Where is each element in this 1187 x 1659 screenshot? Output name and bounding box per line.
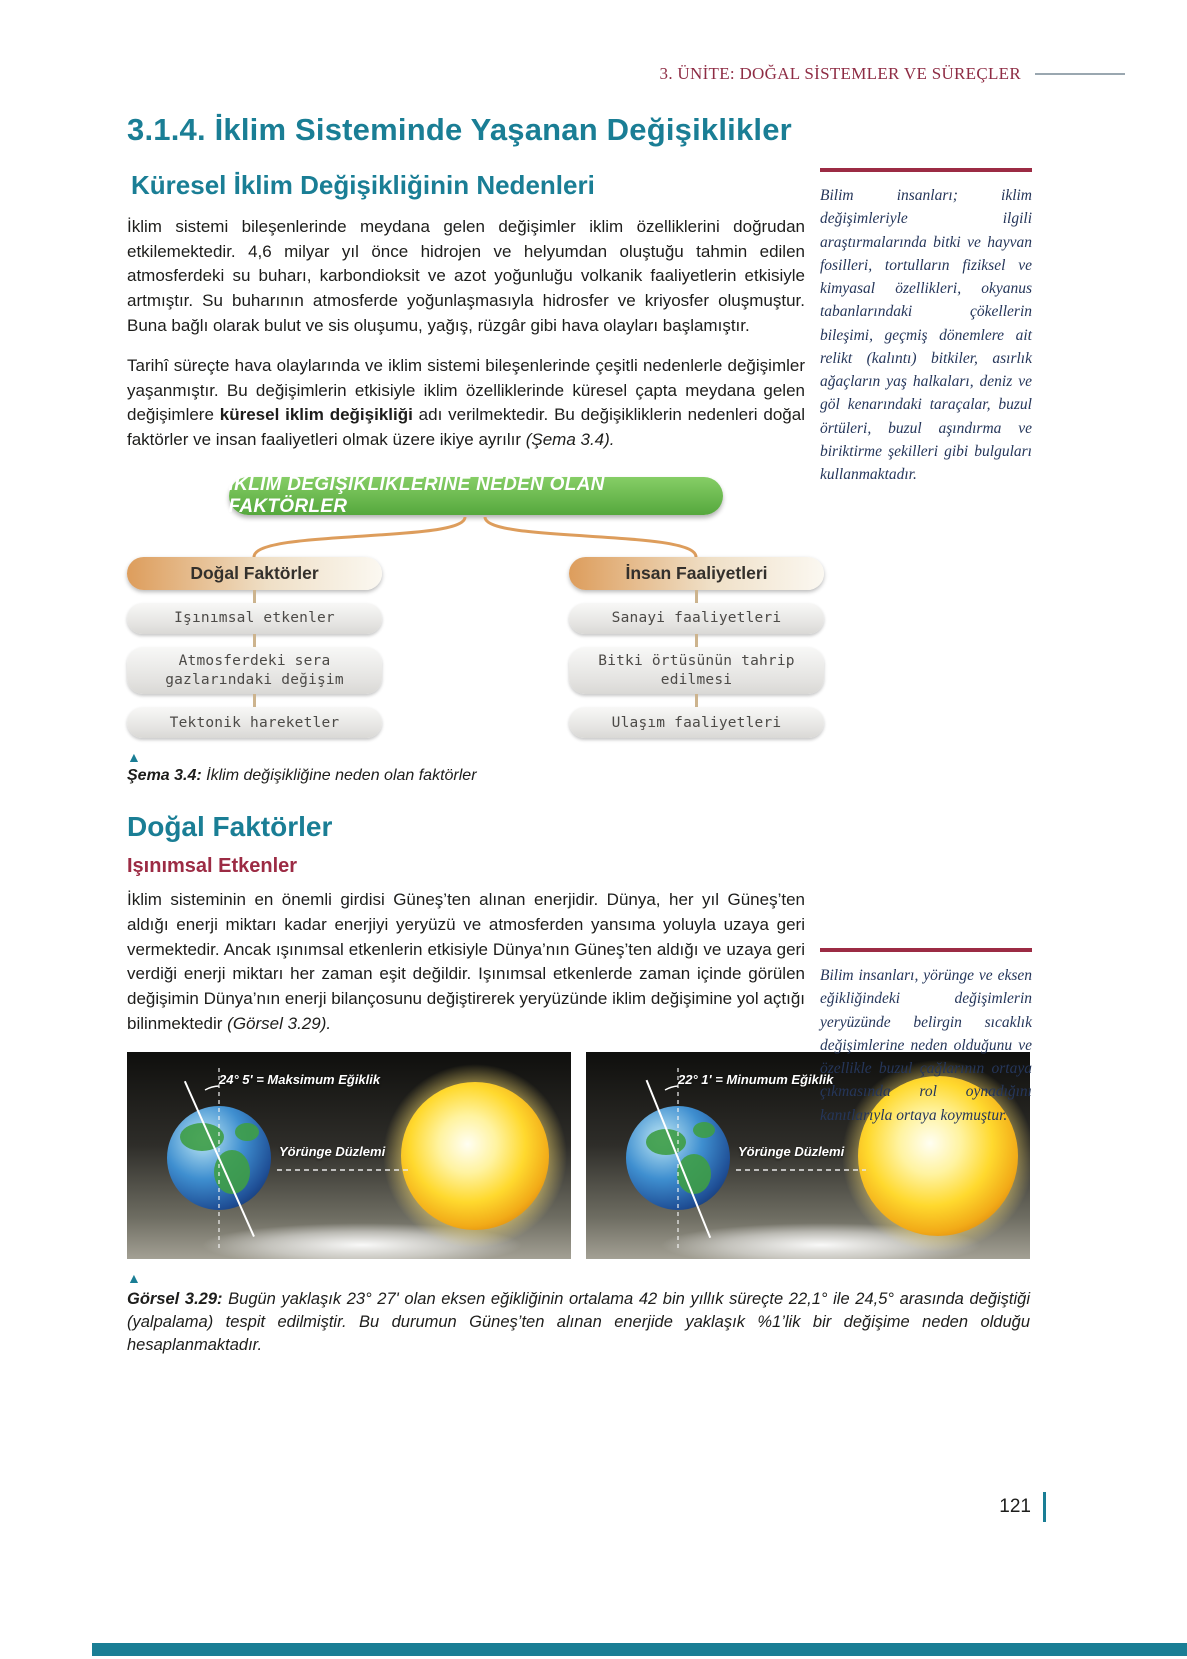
margin-note-orbital-changes: Bilim insanları, yörünge ve eksen eğikliğindeki değişimlerin yeryüzünde belirgin sıcaklık değişimlerine neden olduğunu ve özellikle buzul çağlarının ortaya çıkmasında rol oynadığını kanıtlarıyla ortaya koymuştur.: [820, 948, 1032, 1127]
natural-factors-column: [127, 557, 382, 739]
diagram-title-banner: İKLİM DEĞİŞİKLİKLERİNE NEDEN OLAN FAKTÖRLER: [229, 477, 723, 515]
diagram-columns: [127, 557, 824, 739]
bold-term: küresel iklim değişikliği: [219, 405, 413, 425]
bottom-accent-bar: [92, 1643, 1187, 1656]
natural-factors-header: Doğal Faktörler: [127, 557, 382, 590]
section1-paragraph-2: [127, 354, 805, 453]
section2-heading: Doğal Faktörler: [127, 811, 333, 843]
human-activities-column: [569, 557, 824, 739]
figure-reference: (Görsel 3.29).: [227, 1013, 332, 1033]
human-activities-header: İnsan Faaliyetleri: [569, 557, 824, 590]
page-number-accent-bar: [1043, 1492, 1046, 1522]
page-footer: [0, 1492, 1046, 1522]
section2-subheading: Işınımsal Etkenler: [127, 855, 298, 878]
diagram-item: Sanayi faaliyetleri: [569, 603, 824, 634]
diagram-item: Bitki örtüsünün tahrip edilmesi: [569, 647, 824, 695]
unit-header-rule: [1035, 73, 1125, 75]
connector-line: [253, 634, 256, 647]
diagram-item: Işınımsal etkenler: [127, 603, 382, 634]
diagram-branch-connectors: [127, 515, 824, 557]
margin-note-climate-evidence: Bilim insanları; iklim değişimleriyle ilgili araştırmalarında bitki ve hayvan fosilleri, tortulların fiziksel ve kimyasal özellikleri, okyanus tabanlarındaki çökellerin bileşimi, geçmiş dönemlere ait relikt (kalıntı) bitkiler, asırlık ağaçların yaş halkaları, deniz ve göl kenarındaki taraçalar, buzul örtüleri, buzul aşındırma ve biriktirme şekilleri gibi bulguları kullanmaktadır.: [820, 168, 1032, 486]
schema-caption-text: İklim değişikliğine neden olan faktörler: [201, 767, 477, 785]
schema-caption-label: Şema 3.4:: [127, 767, 202, 785]
figure-caption-label: Görsel 3.29:: [127, 1290, 223, 1309]
unit-header-text: 3. ÜNİTE: DOĞAL SİSTEMLER VE SÜREÇLER: [659, 64, 1021, 83]
figure-reference: (Şema 3.4).: [525, 430, 615, 450]
factors-diagram: [127, 473, 824, 739]
section1-paragraph-1: İklim sistemi bileşenlerinde meydana gelen değişimler iklim özelliklerini doğrudan etkilemektedir. 4,6 milyar yıl önce hidrojen ve helyumdan oluştuğu tahmin edilen atmosferdeki su buharı, karbondioksit ve azot yoğunluğu volkanik faaliyetlerin etkisiyle artmıştır. Su buharının atmosferde yoğunlaşmasıyla hidrosfer ve kriyosfer oluşmuştur. Buna bağlı olarak bulut ve sis oluşumu, yağış, rüzgâr gibi hava olayları başlamıştır.: [127, 217, 805, 335]
caption-triangle-icon: ▲: [127, 1270, 141, 1287]
figure-panel-max-tilt: [127, 1052, 571, 1259]
connector-line: [695, 694, 698, 707]
orbit-plane-label: Yörünge Düzlemi: [279, 1144, 386, 1160]
section1-heading: Küresel İklim Değişikliğinin Nedenleri: [131, 170, 595, 200]
section2-paragraph: [127, 888, 805, 1036]
figure-caption: [127, 1271, 1030, 1357]
min-tilt-angle-label: 22° 1' = Minumum Eğiklik: [678, 1072, 834, 1088]
max-tilt-angle-label: 24° 5' = Maksimum Eğiklik: [219, 1072, 381, 1088]
connector-line: [253, 590, 256, 603]
page-number: 121: [999, 1496, 1031, 1517]
page-title: 3.1.4. İklim Sisteminde Yaşanan Değişiklikler: [127, 112, 792, 147]
orbit-plane-label: Yörünge Düzlemi: [738, 1144, 845, 1160]
diagram-item: Ulaşım faaliyetleri: [569, 707, 824, 738]
paragraph-text: adı verilmektedir. Bu değişikliklerin nedenleri doğal faktörler ve insan faaliyetleri olmak üzere ikiye ayrılır: [127, 405, 805, 450]
diagram-item: Atmosferdeki sera gazlarındaki değişim: [127, 647, 382, 695]
schema-caption: [127, 750, 805, 785]
connector-line: [253, 694, 256, 707]
caption-triangle-icon: ▲: [127, 749, 141, 766]
paragraph-text: Tarihî süreçte hava olaylarında ve iklim sistemi bileşenlerinde çeşitli nedenlerle değişimler yaşanmıştır. Bu değişimlerin etkisiyle iklim özelliklerinde küresel çapta meydana gelen değişimlere: [127, 356, 805, 425]
paragraph-text: İklim sisteminin en önemli girdisi Güneş’ten alınan enerjidir. Dünya, her yıl Güneş’ten aldığı enerji miktarı kadar enerjiyi yeryüzü ve atmosferden yansıma yoluyla uzaya geri vermektedir. Ancak ışınımsal etkenlerin etkisiyle Dünya’nın Güneş’ten aldığı ve uzaya geri verdiği enerji miktarı her zaman eşit değildir. Işınımsal etkenlerde zaman içinde görülen değişimin Dünya’nın enerji bilançosunu değiştirerek yeryüzünde iklim değişimine yol açtığı bilinmektedir: [127, 890, 805, 1033]
connector-line: [695, 590, 698, 603]
unit-header: [0, 64, 1125, 84]
diagram-item: Tektonik hareketler: [127, 707, 382, 738]
connector-line: [695, 634, 698, 647]
figure-caption-text: Bugün yaklaşık 23° 27' olan eksen eğikliğinin ortalama 42 bin yıllık süreçte 22,1° ile 24,5° arasında değiştiği (yalpalama) tespit edilmiştir. Bu durumun Güneş’ten alınan enerjide yaklaşık %1’lik bir değişime neden olduğu hesaplanmaktadır.: [127, 1290, 1030, 1355]
